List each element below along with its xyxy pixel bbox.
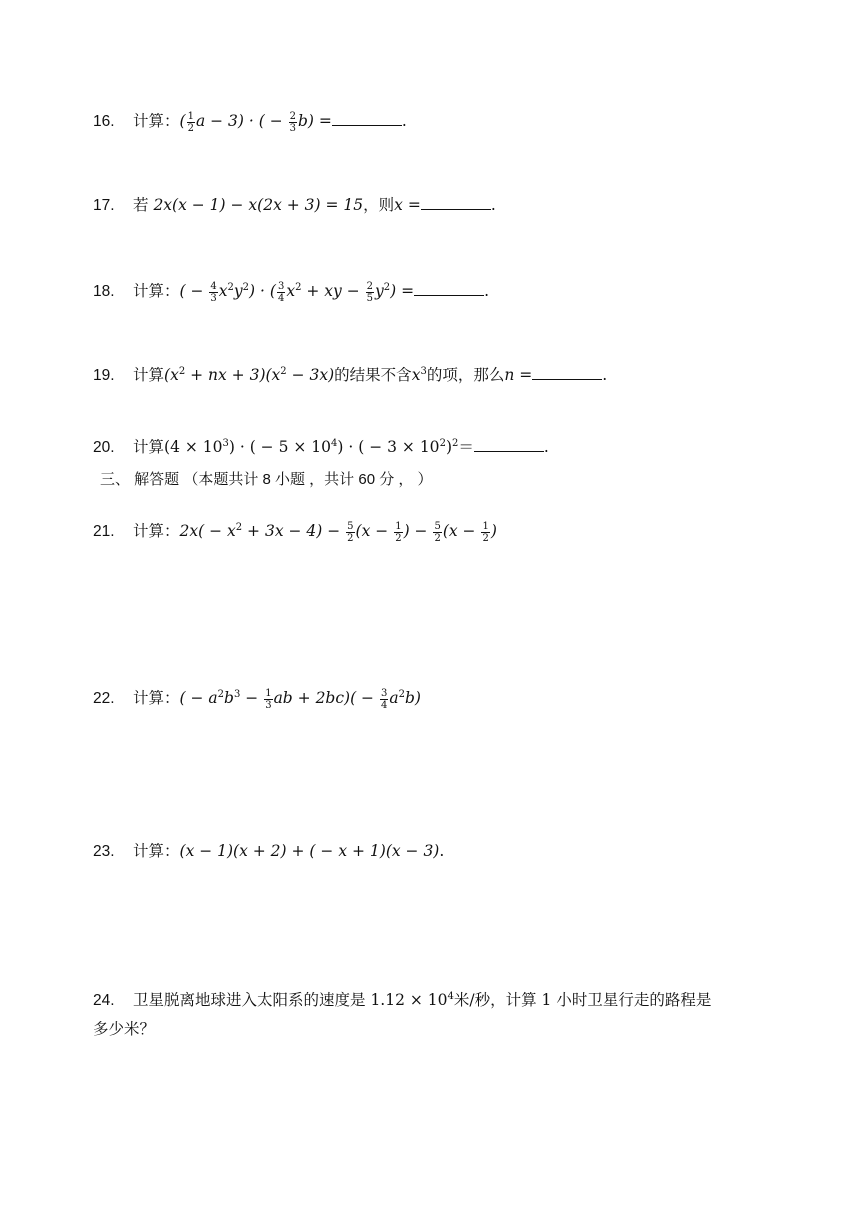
question-prefix: 计算： (133, 689, 180, 708)
question-prefix: 计算： (133, 842, 180, 860)
math-expression: $2x( - x^2 + 3x - 4)$ − $\frac{5}{2}$ (x − $\frac{1}{2}$ ) − $\frac{5}{2}$ (x − $\frac{1}{2}$ ) (179, 520, 497, 544)
question-21 (93, 517, 497, 544)
math-expression: ($x^2$ + nx + $3)(x^2 - 3x)$ (164, 366, 335, 385)
question-prefix: 计算： (133, 522, 180, 541)
question-prefix: 计算： (133, 112, 180, 130)
question-24 (93, 983, 773, 1043)
question-number: 17. (93, 197, 115, 214)
question-number: 16. (93, 113, 115, 130)
math-expression: $1.12 \times 10^4$ (370, 991, 454, 1010)
question-prefix: 若 (133, 196, 154, 214)
question-prefix: 计算 (133, 366, 165, 385)
question-prefix: 计算： (133, 282, 180, 301)
question-20: 20. 计算$(4 \times 10^3)$ · ( − $5 \times 10^4$) · ( − $3 \times 10^2)^2=$ . (93, 433, 549, 459)
question-number: 21. (93, 523, 115, 541)
answer-blank[interactable] (332, 110, 402, 126)
answer-blank[interactable] (532, 364, 602, 380)
question-18: 18. 计算：( − $\frac{4}{3}$ $x^2y^2$) · ( $\frac{3}{4}$ $x^2$ + xy − $\frac{2}{5}$ $y^2$) = . (93, 280, 490, 304)
section-header: 三、 解答题 （本题共计 8 小题 ，共计 60 分 ， ） (100, 471, 433, 488)
answer-blank[interactable] (414, 280, 484, 296)
question-prefix: 计算 (133, 438, 165, 457)
question-number: 22. (93, 690, 115, 708)
question-text-continued: 多少米？ (93, 1020, 156, 1039)
question-number: 23. (93, 843, 115, 860)
math-expression: ( − $\frac{4}{3}$ $x^2y^2$) · ( $\frac{3}{4}$ $x^2$ + xy − $\frac{2}{5}$ $y^2$) = (179, 280, 415, 304)
question-mid: ，则 (363, 196, 395, 214)
question-23: 23. 计算：(x − 1)(x + 2) + ( − x + 1)(x − 3). (93, 840, 444, 863)
question-number: 24. (93, 992, 115, 1010)
answer-blank[interactable] (421, 194, 491, 210)
question-number: 20. (93, 439, 115, 457)
question-text: 卫星脱离地球进入太阳系的速度是 (133, 991, 371, 1010)
question-mid: 的项，那么 (426, 366, 505, 385)
question-number: 18. (93, 283, 115, 301)
question-19: 19. 计算($x^2$ + nx + $3)(x^2 - 3x)$的结果不含$x^3$的项，那么n = . (93, 361, 607, 387)
question-17: 17. 若 2x(x − 1) − x(2x + 3) = 15，则x = . (93, 194, 496, 217)
answer-blank[interactable] (474, 436, 544, 452)
question-number: 19. (93, 367, 115, 385)
question-mid: 的结果不含 (334, 366, 412, 385)
math-expression: ( − $a^2b^3$ − $\frac{1}{3}$ ab + 2bc)( − $\frac{3}{4}$ $a^2b$) (179, 687, 421, 711)
math-expression: $(4 \times 10^3)$ · ( − $5 \times 10^4$) · ( − $3 \times 10^2)^2=$ (164, 438, 474, 457)
question-22 (93, 684, 421, 711)
math-expression: (x − 1)(x + 2) + ( − x + 1)(x − 3) (179, 842, 440, 860)
question-16: 16. 计算：( $\frac{1}{2}$ a − 3) · ( − $\frac{2}{3}$ b) = . (93, 110, 407, 134)
math-expression: 2x(x − 1) − x(2x + 3) = 15 (153, 196, 364, 214)
math-expression: ( $\frac{1}{2}$ a − 3) · ( − $\frac{2}{3}$ b) = (179, 110, 332, 134)
question-unit: 米/秒，计算 1 小时卫星行走的路程是 (453, 991, 712, 1010)
